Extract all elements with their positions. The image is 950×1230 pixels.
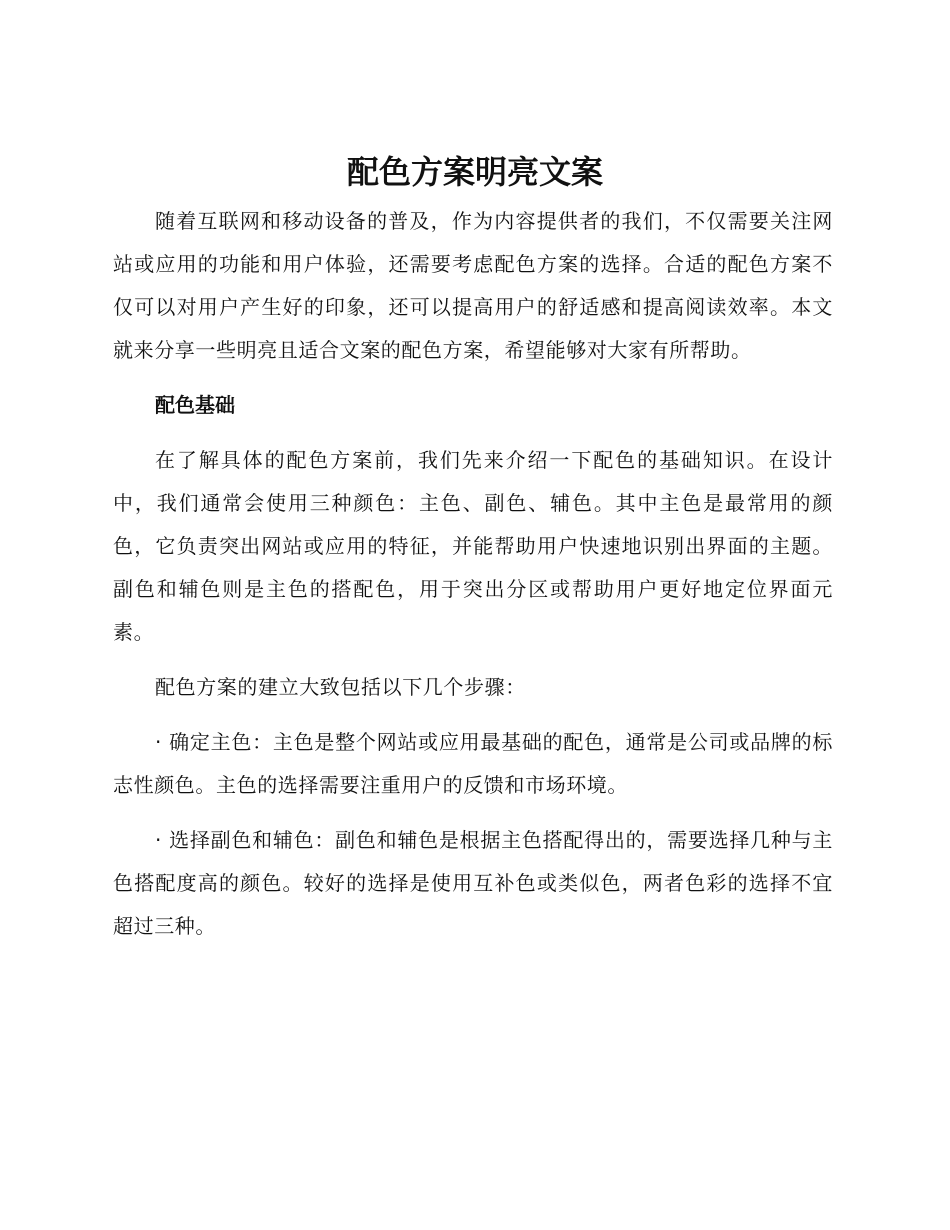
step-secondary-color-paragraph: · 选择副色和辅色：副色和辅色是根据主色搭配得出的，需要选择几种与主色搭配度高的颜色。较好的选择是使用互补色或类似色，两者色彩的选择不宜超过三种。 bbox=[113, 828, 833, 938]
intro-paragraph: 随着互联网和移动设备的普及，作为内容提供者的我们，不仅需要关注网站或应用的功能和用户体验，还需要考虑配色方案的选择。合适的配色方案不仅可以对用户产生好的印象，还可以提高用户的舒适感和提高阅读效率。本文就来分享一些明亮且适合文案的配色方案，希望能够对大家有所帮助。 bbox=[113, 209, 833, 362]
document-body bbox=[113, 200, 833, 948]
section-heading: 配色基础 bbox=[155, 393, 235, 417]
page-title: 配色方案明亮文案 bbox=[346, 153, 603, 191]
step-main-color-paragraph: · 确定主色：主色是整个网站或应用最基础的配色，通常是公司或品牌的标志性颜色。主色的选择需要注重用户的反馈和市场环境。 bbox=[113, 730, 833, 797]
basics-paragraph: 在了解具体的配色方案前，我们先来介绍一下配色的基础知识。在设计中，我们通常会使用三种颜色：主色、副色、辅色。其中主色是最常用的颜色，它负责突出网站或应用的特征，并能帮助用户快速地识别出界面的主题。副色和辅色则是主色的搭配色，用于突出分区或帮助用户更好地定位界面元素。 bbox=[113, 448, 833, 644]
steps-intro-paragraph: 配色方案的建立大致包括以下几个步骤： bbox=[155, 675, 526, 699]
